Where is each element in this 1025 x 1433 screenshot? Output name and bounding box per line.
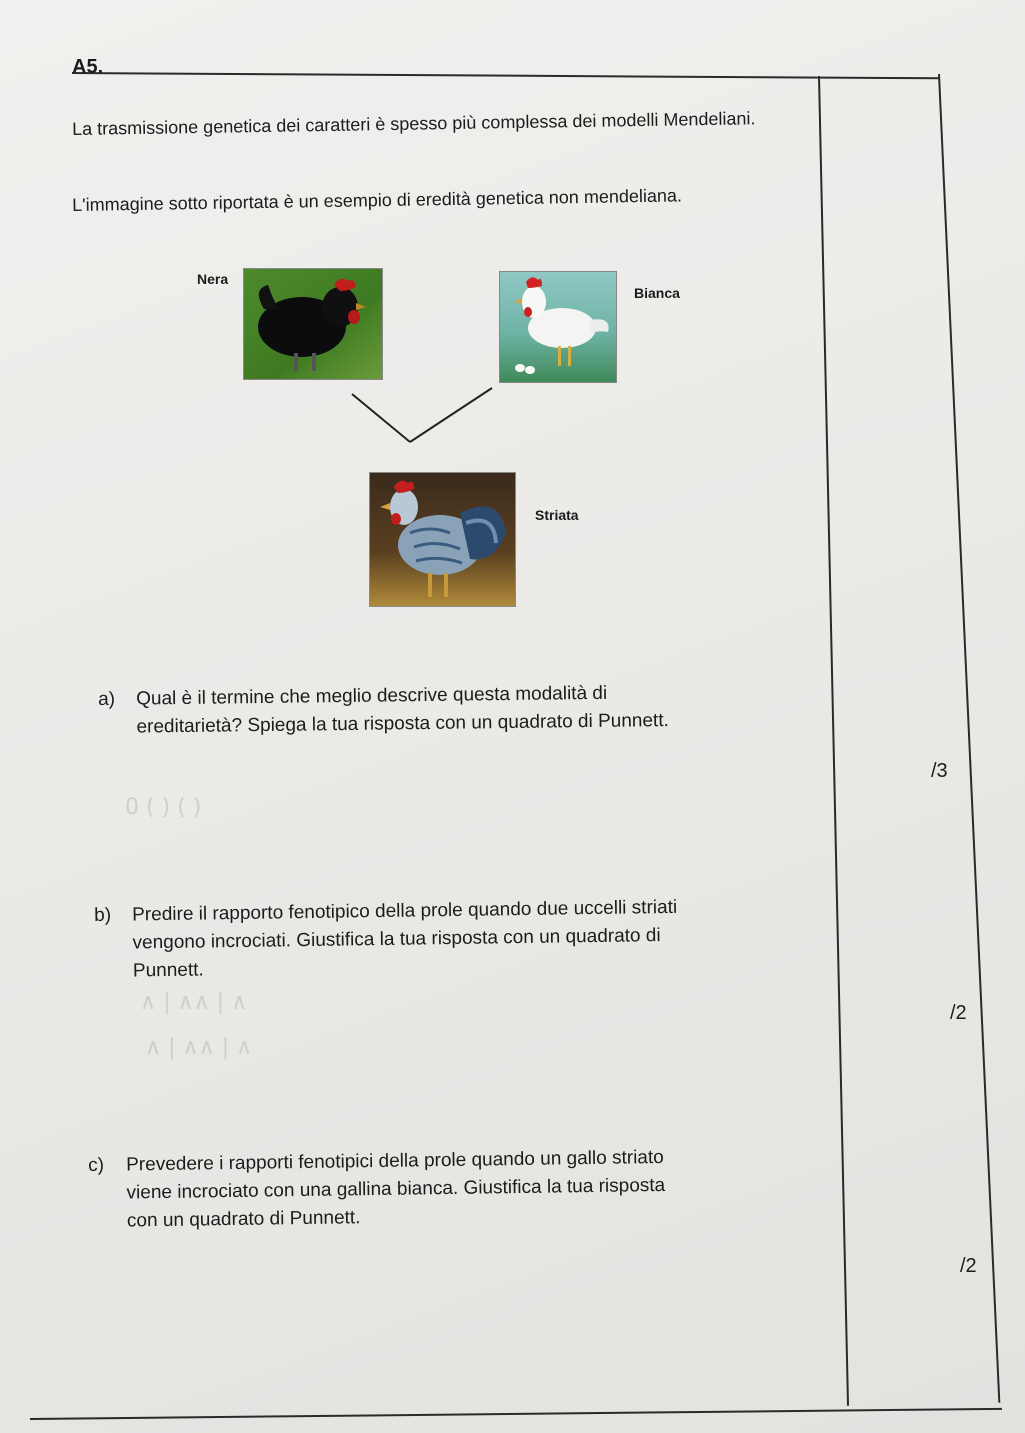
question-c-score: /2 (960, 1255, 977, 1277)
question-c-line-3: con un quadrato di Punnett. (126, 1207, 361, 1232)
question-b-text (132, 894, 678, 986)
question-b-line-3: Punnett. (132, 959, 204, 982)
question-b-letter: b) (94, 904, 112, 926)
question-c-line-1: Prevedere i rapporti fenotipici della prole quando un gallo striato (126, 1146, 664, 1176)
question-c-line-2: viene incrociato con una gallina bianca. Giustifica la tua risposta (126, 1174, 666, 1204)
question-a (98, 677, 809, 746)
question-c-text (126, 1144, 666, 1236)
question-a-text (136, 679, 669, 741)
score-column-right-border (938, 74, 1000, 1403)
cross-lines (340, 380, 510, 460)
white-hen-image (500, 272, 616, 382)
show-through-mark-2: ∧ | ∧∧ | ∧ (140, 990, 248, 1015)
question-c (88, 1142, 819, 1242)
intro-paragraph-1: La trasmissione genetica dei caratteri è spesso più complessa dei modelli Mendeliani. (72, 108, 756, 139)
white-hen-label: Bianca (634, 285, 680, 301)
question-a-line-2: ereditarietà? Spiega la tua risposta con un quadrato di Punnett. (136, 710, 669, 738)
question-a-letter: a) (98, 688, 116, 710)
score-column-left-border (818, 76, 849, 1406)
question-b (94, 892, 815, 992)
show-through-mark-1: 0 ( ) ( ) (125, 795, 202, 820)
question-b-score: /2 (950, 1002, 967, 1024)
question-a-score: /3 (931, 760, 948, 782)
intro-paragraph-2: L'immagine sotto riportata è un esempio di eredità genetica non mendeliana. (72, 185, 683, 215)
show-through-mark-3: ∧ | ∧∧ | ∧ (145, 1035, 253, 1060)
black-hen-image (244, 269, 382, 379)
section-label: A5. (72, 56, 104, 78)
striped-rooster-image (370, 473, 515, 606)
question-b-line-1: Predire il rapporto fenotipico della prole quando due uccelli striati (132, 896, 678, 926)
question-a-line-1: Qual è il termine che meglio descrive questa modalità di (136, 682, 608, 710)
striped-rooster-photo (369, 472, 516, 607)
black-hen-label: Nera (197, 271, 229, 287)
striped-rooster-label: Striata (535, 507, 579, 523)
top-border-line (72, 72, 940, 79)
white-hen-photo (499, 271, 617, 383)
bottom-border-line (30, 1408, 1002, 1420)
black-hen-photo (243, 268, 383, 380)
question-b-line-2: vengono incrociati. Giustifica la tua risposta con un quadrato di (132, 925, 661, 954)
question-c-letter: c) (88, 1154, 105, 1176)
